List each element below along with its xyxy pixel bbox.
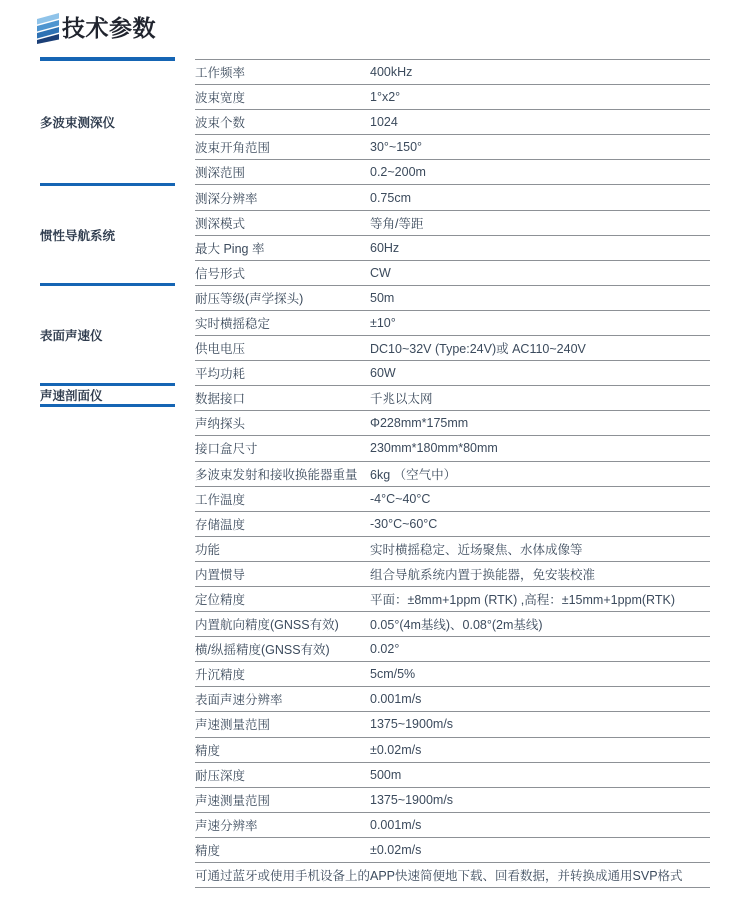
category-label: 表面声速仪 [40,328,103,343]
spec-label: 波束宽度 [195,91,246,106]
spec-row [195,436,710,461]
spec-value: 1375~1900m/s [370,792,454,807]
spec-label: 供电电压 [195,342,246,357]
spec-label: 耐压等级(声学探头) [195,291,304,306]
spec-label: 内置惯导 [195,567,246,582]
spec-row [195,236,710,261]
spec-row [195,562,710,587]
spec-value: 6kg （空气中） [370,467,457,482]
spec-value: 1°x2° [370,90,401,105]
spec-row [195,361,710,386]
spec-label: 内置航向精度(GNSS有效) [195,618,339,633]
spec-value: 60Hz [370,240,400,255]
category-label: 惯性导航系统 [40,228,116,243]
spec-value: 500m [370,767,402,782]
spec-value: 230mm*180mm*80mm [370,441,498,456]
spec-value: -30°C~60°C [370,516,438,531]
spec-row [195,462,710,487]
category-rail [40,60,175,407]
spec-rows [195,60,710,863]
spec-value: ±10° [370,315,396,330]
spec-row [195,311,710,336]
spec-value: 60W [370,366,396,381]
spec-row [195,587,710,612]
spec-row [195,211,710,236]
spec-row [195,738,710,763]
spec-label: 存储温度 [195,517,246,532]
spec-label: 精度 [195,743,221,758]
spec-value: 1375~1900m/s [370,717,454,732]
spec-value: Φ228mm*175mm [370,416,469,431]
spec-value: 30°~150° [370,140,423,155]
spec-label: 声纳探头 [195,417,246,432]
spec-row [195,85,710,110]
category-section [40,60,175,186]
spec-label: 实时横摇稳定 [195,316,271,331]
spec-row [195,662,710,687]
spec-label: 最大 Ping 率 [195,241,265,256]
spec-value: 平面：±8mm+1ppm (RTK) ,高程：±15mm+1ppm(RTK) [370,593,675,608]
spec-row [195,712,710,737]
spec-value: CW [370,265,391,280]
spec-row [195,637,710,662]
spec-value: 实时横摇稳定、近场聚焦、水体成像等 [370,542,583,557]
spec-row [195,813,710,838]
spec-row [195,160,710,185]
spec-label: 精度 [195,843,221,858]
spec-value: 等角/等距 [370,216,424,231]
spec-value: 0.02° [370,642,400,657]
spec-value: DC10~32V (Type:24V)或 AC110~240V [370,342,586,357]
spec-table [195,59,710,888]
spec-row [195,537,710,562]
spec-row [195,512,710,537]
spec-label: 工作温度 [195,492,246,507]
spec-value: 50m [370,290,395,305]
spec-label: 测深范围 [195,166,246,181]
spec-value: 5cm/5% [370,667,416,682]
spec-label: 波束开角范围 [195,141,271,156]
wave-stripes-icon [37,13,59,44]
spec-value: ±0.02m/s [370,842,422,857]
spec-label: 功能 [195,542,221,557]
spec-row [195,110,710,135]
brand-header [37,13,156,44]
spec-label: 定位精度 [195,593,246,608]
spec-label: 波束个数 [195,116,246,131]
spec-row [195,763,710,788]
spec-value: 千兆以太网 [370,392,433,407]
spec-row [195,386,710,411]
spec-row [195,788,710,813]
spec-row [195,336,710,361]
spec-label: 表面声速分辨率 [195,693,283,708]
note-text: 可通过蓝牙或使用手机设备上的APP快速简便地下载、回看数据，并转换成通用SVP格式 [195,869,683,884]
spec-value: 0.05°(4m基线)、0.08°(2m基线) [370,618,543,633]
spec-value: 1024 [370,115,398,130]
spec-row [195,60,710,85]
note-row [195,863,710,888]
spec-row [195,286,710,311]
spec-label: 升沉精度 [195,668,246,683]
spec-label: 横/纵摇精度(GNSS有效) [195,643,330,658]
spec-label: 多波束发射和接收换能器重量 [195,467,358,482]
spec-value: 0.001m/s [370,692,422,707]
spec-value: 组合导航系统内置于换能器，免安装校准 [370,567,596,582]
page-title: 技术参数 [62,14,156,41]
spec-label: 测深模式 [195,216,246,231]
spec-value: -4°C~40°C [370,491,431,506]
spec-value: 0.001m/s [370,817,422,832]
category-section [40,286,175,386]
spec-value: ±0.02m/s [370,742,422,757]
category-section [40,386,175,407]
spec-label: 声速分辨率 [195,818,258,833]
spec-value: 400kHz [370,65,413,80]
spec-label: 声速测量范围 [195,718,271,733]
spec-value: 0.2~200m [370,165,426,180]
category-label: 声速剖面仪 [40,389,103,403]
spec-label: 信号形式 [195,266,246,281]
spec-row [195,612,710,637]
spec-row [195,135,710,160]
spec-row [195,261,710,286]
spec-label: 耐压深度 [195,768,246,783]
spec-row [195,838,710,863]
spec-row [195,487,710,512]
spec-label: 声速测量范围 [195,793,271,808]
category-section [40,186,175,286]
spec-row [195,411,710,436]
spec-label: 数据接口 [195,392,246,407]
spec-row [195,687,710,712]
spec-label: 工作频率 [195,66,246,81]
spec-label: 测深分辨率 [195,191,258,206]
spec-label: 接口盒尺寸 [195,442,258,457]
spec-row [195,185,710,210]
category-label: 多波束测深仪 [40,115,116,130]
spec-value: 0.75cm [370,190,411,205]
spec-label: 平均功耗 [195,367,246,382]
